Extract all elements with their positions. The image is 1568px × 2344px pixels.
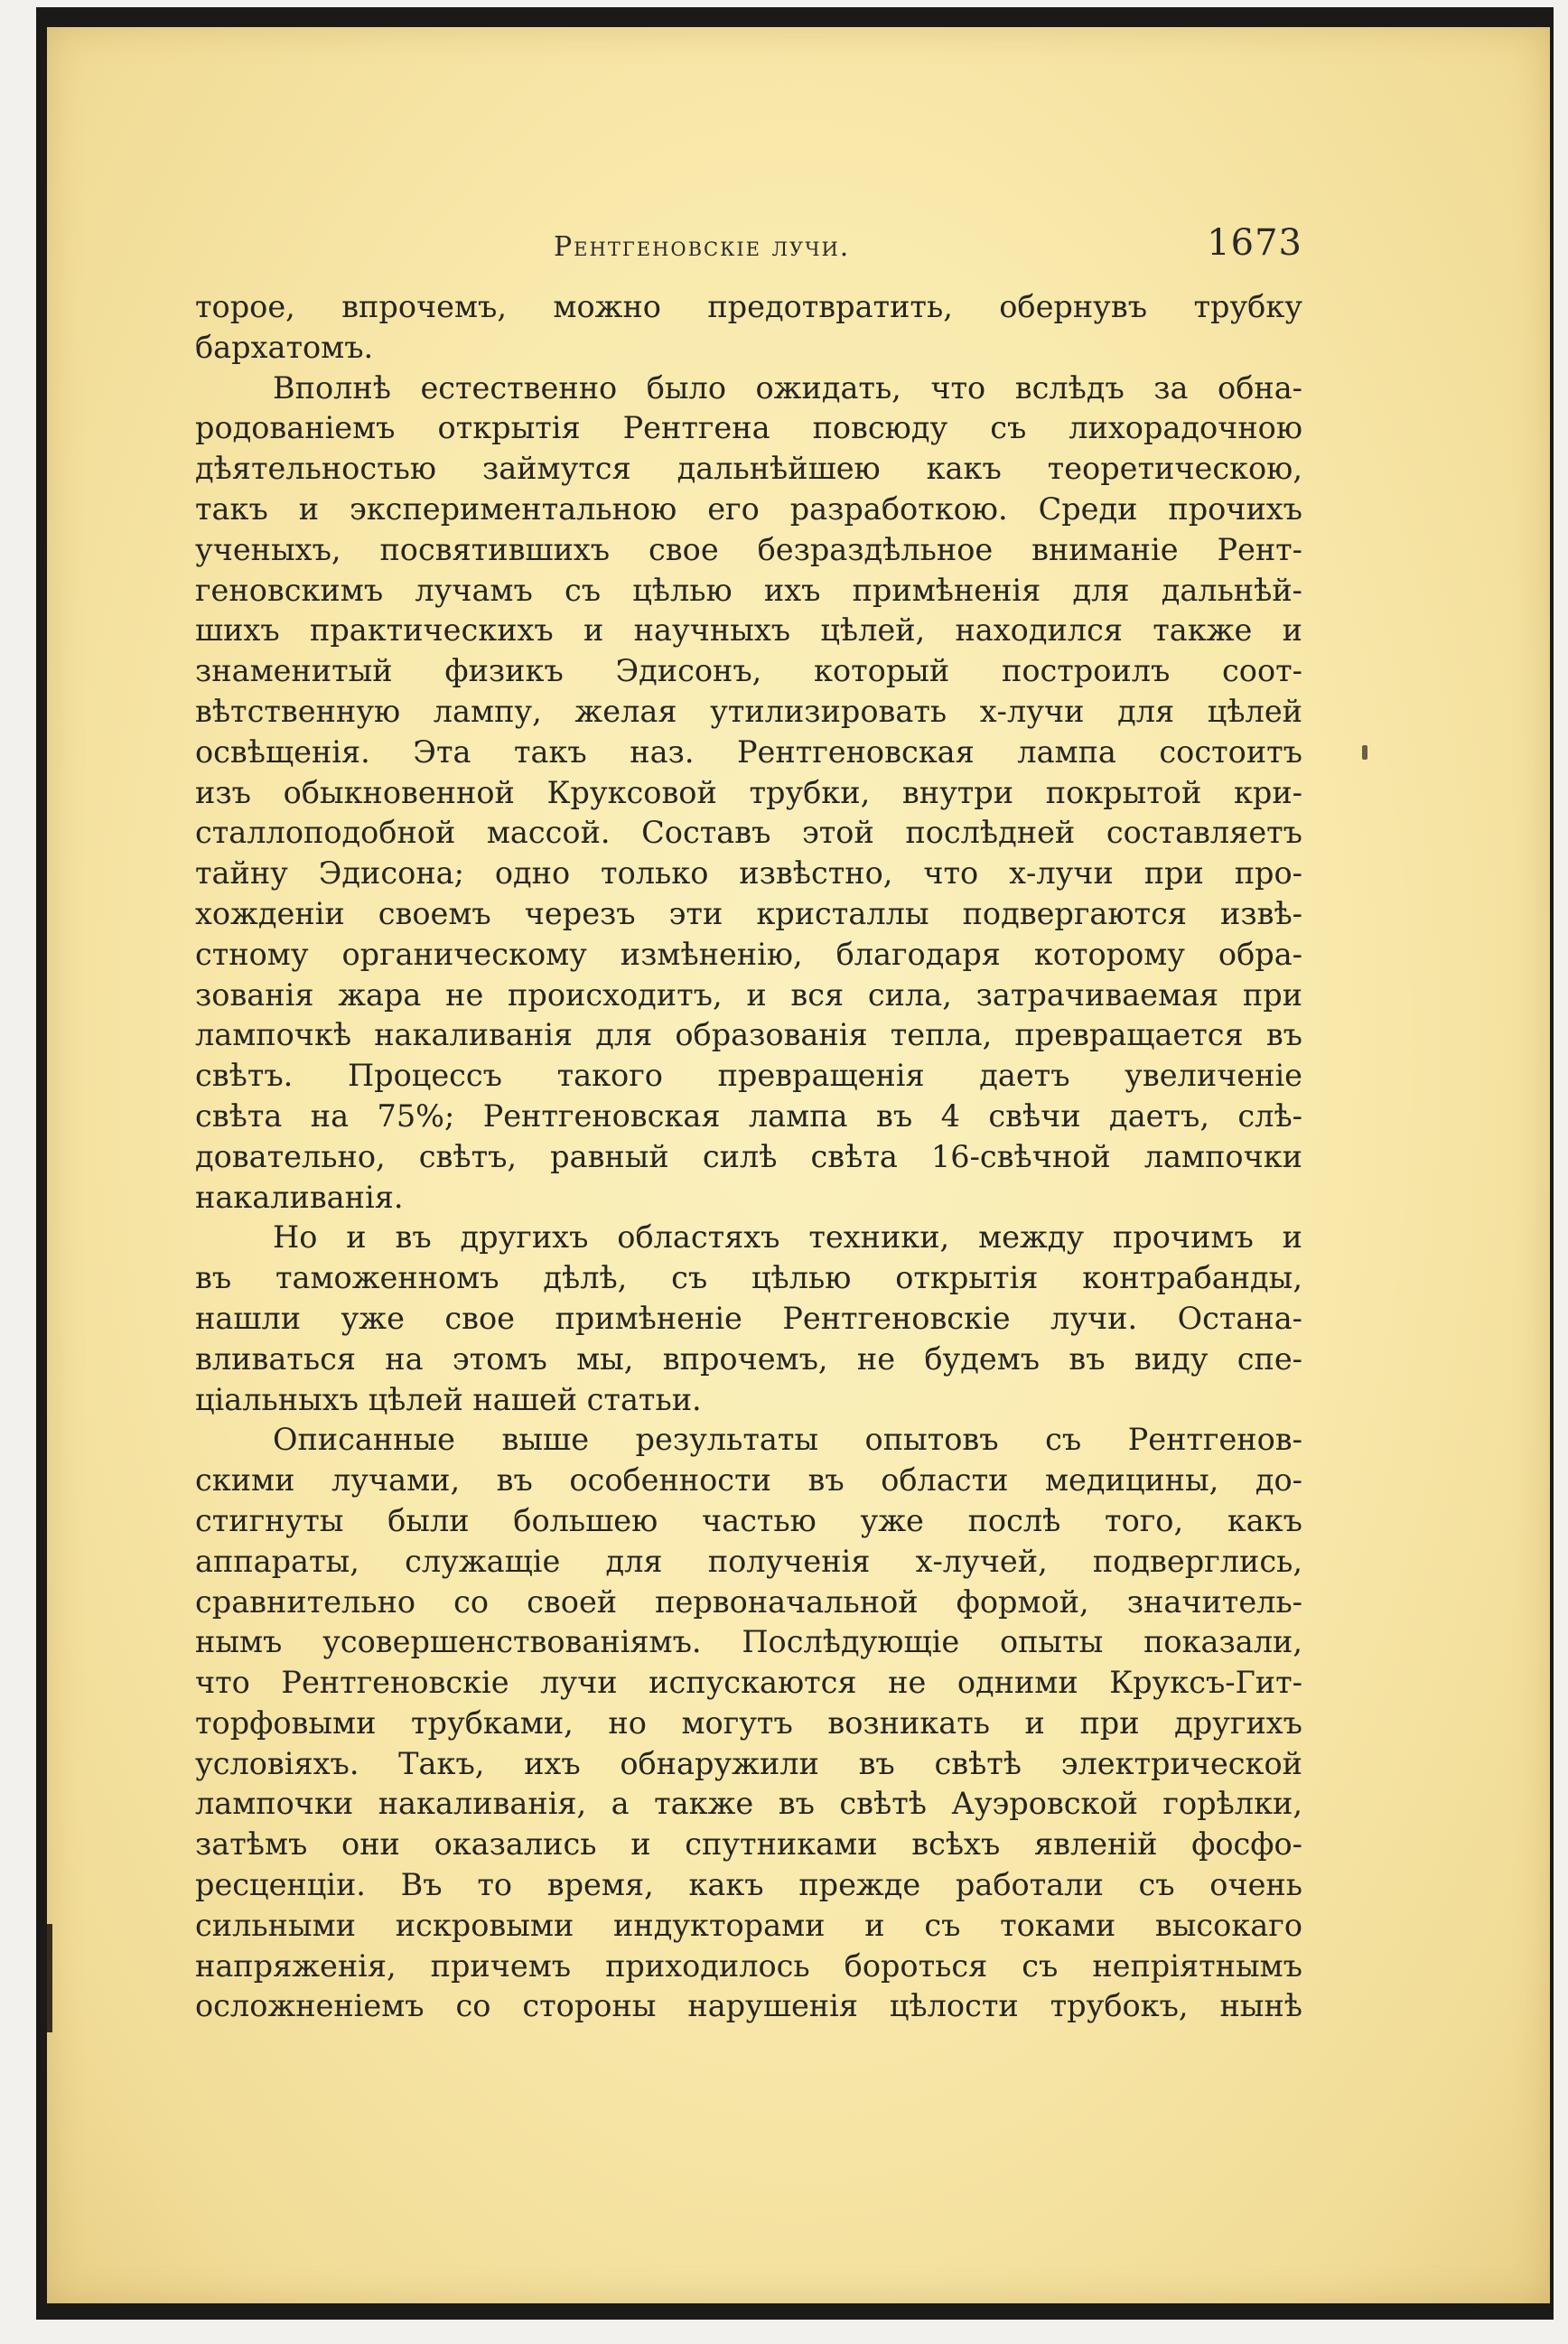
text-line: свѣтъ. Процессъ такого превращенія даетъ увеличеніе xyxy=(195,1058,1302,1094)
text-line: вливаться на этомъ мы, впрочемъ, не будемъ въ виду спе- xyxy=(195,1340,1302,1377)
text-line: знаменитый физикъ Эдисонъ, который построилъ соот- xyxy=(195,653,1302,689)
text-line: торфовыми трубками, но могутъ возникать и при другихъ xyxy=(195,1704,1302,1741)
text-line: дѣятельностью займутся дальнѣйшею какъ теоретическою, xyxy=(195,451,1302,487)
text-line: ціальныхъ цѣлей нашей статьи. xyxy=(195,1381,702,1417)
margin-mark xyxy=(1362,745,1367,760)
text-line: вѣтственную лампу, желая утилизировать х-лучи для цѣлей xyxy=(195,693,1302,729)
text-line: аппараты, служащіе для полученія х-лучей, подверглись, xyxy=(195,1543,1302,1579)
text-line: зованія жара не происходитъ, и вся сила, затрачиваемая при xyxy=(195,976,1302,1013)
text-line: осложненіемъ со стороны нарушенія цѣлости трубокъ, нынѣ xyxy=(195,1988,1302,2024)
text-line: сравнительно со своей первоначальной формой, значитель- xyxy=(195,1583,1302,1620)
text-line: лампочки накаливанія, а также въ свѣтѣ Ауэровской горѣлки, xyxy=(195,1786,1302,1822)
text-line: бархатомъ. xyxy=(195,329,374,365)
text-line: Описанные выше результаты опытовъ съ Рентгенов- xyxy=(273,1422,1302,1458)
text-line: изъ обыкновенной Круксовой трубки, внутри покрытой кри- xyxy=(195,774,1302,810)
text-line: нымъ усовершенствованіямъ. Послѣдующіе опыты показали, xyxy=(195,1624,1302,1660)
text-line: скими лучами, въ особенности въ области медицины, до- xyxy=(195,1462,1302,1499)
running-title: Рентгеновскіе лучи. xyxy=(554,231,851,263)
text-line: въ таможенномъ дѣлѣ, съ цѣлью открытія контрабанды, xyxy=(195,1260,1302,1296)
text-line: родованіемъ открытія Рентгена повсюду съ лихорадочною xyxy=(195,410,1302,446)
text-line: стигнуты были большею частью уже послѣ того, какъ xyxy=(195,1502,1302,1538)
text-line: сталлоподобной массой. Составъ этой послѣдней составляетъ xyxy=(195,815,1302,851)
text-line: накаливанія. xyxy=(195,1179,404,1215)
text-line: тайну Эдисона; одно только извѣстно, что х-лучи при про- xyxy=(195,855,1302,892)
text-line: стному органическому измѣненію, благодаря которому обра- xyxy=(195,936,1302,972)
text-line: Но и въ другихъ областяхъ техники, между прочимъ и xyxy=(273,1219,1302,1256)
text-line: Вполнѣ естественно было ожидать, что вслѣдъ за обна- xyxy=(273,369,1302,406)
text-line: ученыхъ, посвятившихъ свое безраздѣльное вниманіе Рент- xyxy=(195,531,1302,567)
text-line: хожденіи своемъ черезъ эти кристаллы подвергаются извѣ- xyxy=(195,895,1302,931)
text-line: лампочкѣ накаливанія для образованія тепла, превращается въ xyxy=(195,1017,1302,1053)
binding-mark xyxy=(47,1924,52,2032)
text-line: ресценціи. Въ то время, какъ прежде работали съ очень xyxy=(195,1867,1302,1903)
text-line: свѣта на 75%; Рентгеновская лампа въ 4 свѣчи даетъ, слѣ- xyxy=(195,1097,1302,1134)
text-line: напряженія, причемъ приходилось бороться съ непріятнымъ xyxy=(195,1947,1302,1984)
text-line: освѣщенія. Эта такъ наз. Рентгеновская лампа состоитъ xyxy=(195,733,1302,770)
text-line: сильными искровыми индукторами и съ токами высокаго xyxy=(195,1907,1302,1943)
page-number: 1673 xyxy=(1207,222,1302,264)
text-line: геновскимъ лучамъ съ цѣлью ихъ примѣненія для дальнѣй- xyxy=(195,572,1302,608)
text-line: шихъ практическихъ и научныхъ цѣлей, находился также и xyxy=(195,612,1302,649)
text-line: довательно, свѣтъ, равный силѣ свѣта 16-свѣчной лампочки xyxy=(195,1138,1302,1174)
text-line: что Рентгеновскіе лучи испускаются не одними Круксъ-Гит- xyxy=(195,1665,1302,1701)
page-header xyxy=(197,206,1302,269)
page-body xyxy=(195,287,1302,2027)
text-line: нашли уже свое примѣненіе Рентгеновскіе лучи. Остана- xyxy=(195,1300,1302,1336)
text-line: условіяхъ. Такъ, ихъ обнаружили въ свѣтѣ электрической xyxy=(195,1745,1302,1781)
text-line: торое, впрочемъ, можно предотвратить, обернувъ трубку xyxy=(195,289,1302,324)
text-line: такъ и экспериментальною его разработкою. Среди прочихъ xyxy=(195,490,1302,527)
text-line: затѣмъ они оказались и спутниками всѣхъ явленій фосфо- xyxy=(195,1826,1302,1863)
